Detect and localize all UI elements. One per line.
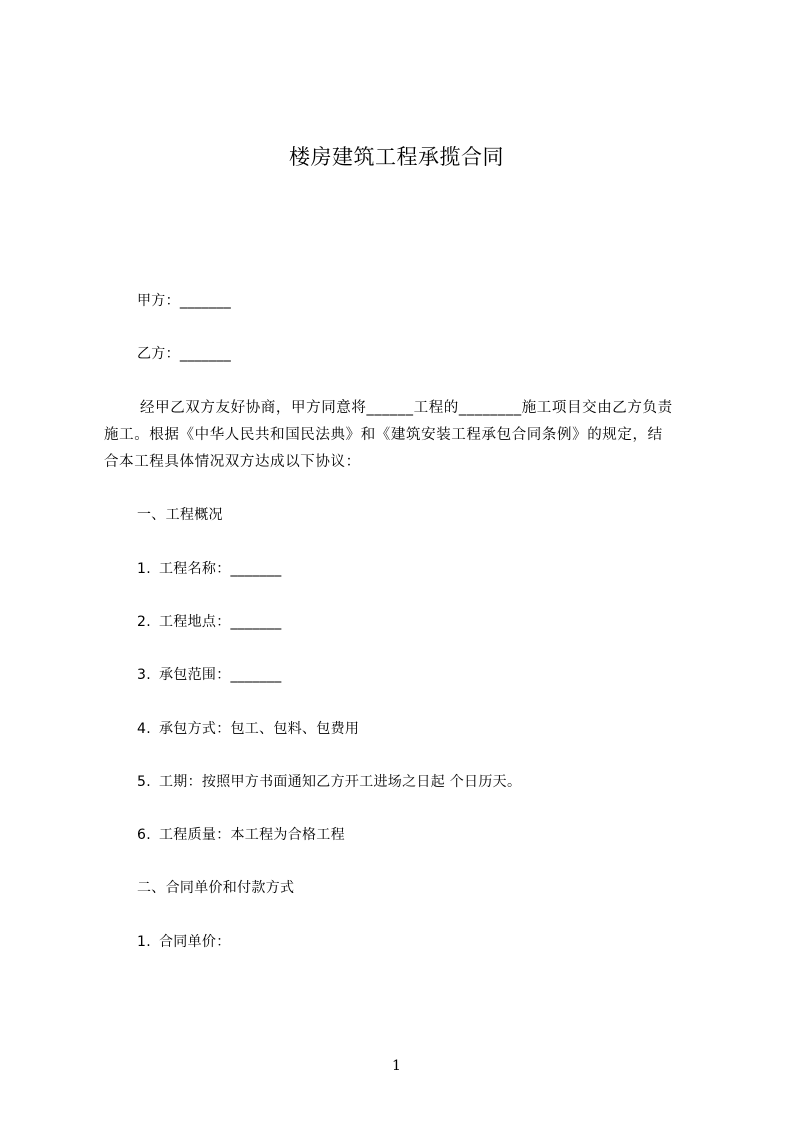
item-number: 3. [137,667,151,683]
section-1-item [137,559,282,579]
document-title: 楼房建筑工程承揽合同 [289,145,504,169]
item-text: 承包方式：包工、包料、包费用 [159,721,360,737]
section-2-heading: 二、合同单价和付款方式 [137,880,295,896]
section-1-item [137,719,359,739]
section-1-item [137,665,282,685]
page-number: 1 [392,1058,401,1074]
intro-line-1: 经甲乙双方友好协商，甲方同意将______工程的________施工项目交由乙方负责 [140,400,673,416]
item-text: 工程质量：本工程为合格工程 [159,827,345,843]
party-b-line: 乙方：_______ [137,346,231,362]
item-text: 承包范围：_______ [159,667,282,683]
section-1-item [137,825,345,845]
item-number: 1. [137,934,151,950]
item-number: 6. [137,827,151,843]
item-text: 工程地点：_______ [159,614,282,630]
intro-line-3: 合本工程具体情况双方达成以下协议： [104,454,361,470]
item-number: 5. [137,774,151,790]
party-a-line: 甲方：_______ [137,293,231,309]
section-1-item [137,772,521,792]
item-number: 4. [137,721,151,737]
item-number: 1. [137,561,151,577]
intro-line-2: 施工。根据《中华人民共和国民法典》和《建筑安装工程承包合同条例》的规定，结 [104,427,663,443]
section-1-heading: 一、工程概况 [137,507,223,523]
section-2-item [137,932,231,952]
item-text: 工期：按照甲方书面通知乙方开工进场之日起 个日历天。 [159,774,522,790]
item-number: 2. [137,614,151,630]
item-text: 合同单价： [159,934,231,950]
item-text: 工程名称：_______ [159,561,282,577]
section-1-item [137,612,282,632]
